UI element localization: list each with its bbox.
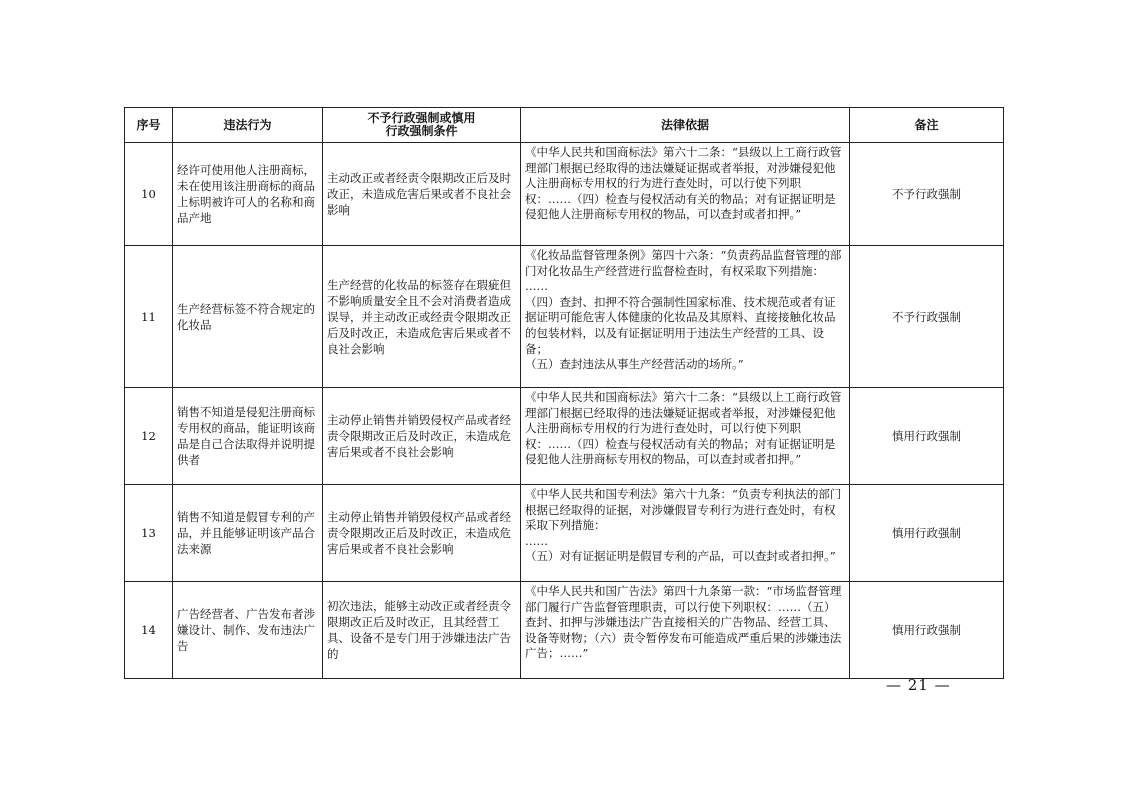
header-condition (323, 108, 521, 143)
row-violation: 广告经营者、广告发布者涉嫌设计、制作、发布违法广告 (173, 582, 323, 679)
basis-paragraph: （五）查封违法从事生产经营活动的场所。” (525, 357, 744, 372)
row-condition: 主动停止销售并销毁侵权产品或者经责令限期改正后及时改正，未造成危害后果或者不良社会影响 (323, 485, 521, 582)
row-violation: 经许可使用他人注册商标，未在使用该注册商标的商品上标明被许可人的名称和商品产地 (173, 143, 323, 246)
row-index: 12 (125, 388, 173, 485)
header-note: 备注 (850, 108, 1004, 143)
header-condition-line1: 不予行政强制或慎用 (367, 111, 476, 125)
row-note: 慎用行政强制 (850, 582, 1004, 679)
basis-paragraph: 《化妆品监督管理条例》第四十六条：“负责药品监督管理的部门对化妆品生产经营进行监督检查时，有权采取下列措施： (525, 248, 842, 278)
row-note: 不予行政强制 (850, 143, 1004, 246)
row-index: 13 (125, 485, 173, 582)
header-index: 序号 (125, 108, 173, 143)
row-note: 不予行政强制 (850, 246, 1004, 388)
basis-paragraph: （五）对有证据证明是假冒专利的产品，可以查封或者扣押。” (525, 549, 836, 564)
regulation-table-sheet (124, 107, 1003, 679)
row-index: 14 (125, 582, 173, 679)
basis-paragraph: 《中华人民共和国商标法》第六十二条：“县级以上工商行政管理部门根据已经取得的违法嫌疑证据或者举报，对涉嫌侵犯他人注册商标专用权的行为进行查处时，可以行使下列职权：……（四）检查与侵权活动有关的物品；对有证据证明是侵犯他人注册商标专用权的物品，可以查封或者扣押。” (525, 145, 842, 222)
header-violation: 违法行为 (173, 108, 323, 143)
row-violation: 销售不知道是侵犯注册商标专用权的商品，能证明该商品是自己合法取得并说明提供者 (173, 388, 323, 485)
row-violation: 销售不知道是假冒专利的产品，并且能够证明该产品合法来源 (173, 485, 323, 582)
row-note: 慎用行政强制 (850, 485, 1004, 582)
table-row (125, 246, 1004, 388)
basis-paragraph: 《中华人民共和国商标法》第六十二条：“县级以上工商行政管理部门根据已经取得的违法嫌疑证据或者举报，对涉嫌侵犯他人注册商标专用权的行为进行查处时，可以行使下列职权：……（四）检查与侵权活动有关的物品；对有证据证明是侵犯他人注册商标专用权的物品，可以查封或者扣押。” (525, 390, 842, 467)
table-row (125, 582, 1004, 679)
table-row (125, 388, 1004, 485)
row-violation: 生产经营标签不符合规定的化妆品 (173, 246, 323, 388)
basis-paragraph: 《中华人民共和国广告法》第四十九条第一款：“市场监督管理部门履行广告监督管理职责，可以行使下列职权：……（五）查封、扣押与涉嫌违法广告直接相关的广告物品、经营工具、设备等财物；（六）责令暂停发布可能造成严重后果的涉嫌违法广告；……” (525, 584, 842, 661)
row-note: 慎用行政强制 (850, 388, 1004, 485)
basis-paragraph: …… (525, 279, 548, 294)
header-condition-line2: 行政强制条件 (385, 124, 458, 138)
row-condition: 主动改正或者经责令限期改正后及时改正，未造成危害后果或者不良社会影响 (323, 143, 521, 246)
row-index: 10 (125, 143, 173, 246)
row-basis (521, 143, 850, 246)
page-number: — 21 — (886, 676, 951, 694)
enforcement-table (124, 107, 1004, 679)
basis-paragraph: 《中华人民共和国专利法》第六十九条：“负责专利执法的部门根据已经取得的证据，对涉嫌假冒专利行为进行查处时，有权采取下列措施： (525, 487, 842, 533)
row-condition: 初次违法，能够主动改正或者经责令限期改正后及时改正，且其经营工具、设备不是专门用于涉嫌违法广告的 (323, 582, 521, 679)
row-condition: 生产经营的化妆品的标签存在瑕疵但不影响质量安全且不会对消费者造成误导，并主动改正或经责令限期改正后及时改正，未造成危害后果或者不良社会影响 (323, 246, 521, 388)
row-basis (521, 246, 850, 388)
row-basis (521, 582, 850, 679)
row-basis (521, 485, 850, 582)
basis-paragraph: …… (525, 533, 548, 548)
header-basis: 法律依据 (521, 108, 850, 143)
row-index: 11 (125, 246, 173, 388)
row-basis (521, 388, 850, 485)
table-row (125, 485, 1004, 582)
table-row (125, 143, 1004, 246)
basis-paragraph: （四）查封、扣押不符合强制性国家标准、技术规范或者有证据证明可能危害人体健康的化妆品及其原料、直接接触化妆品的包装材料，以及有证据证明用于违法生产经营的工具、设备； (525, 294, 836, 356)
row-condition: 主动停止销售并销毁侵权产品或者经责令限期改正后及时改正，未造成危害后果或者不良社会影响 (323, 388, 521, 485)
table-header-row (125, 108, 1004, 143)
